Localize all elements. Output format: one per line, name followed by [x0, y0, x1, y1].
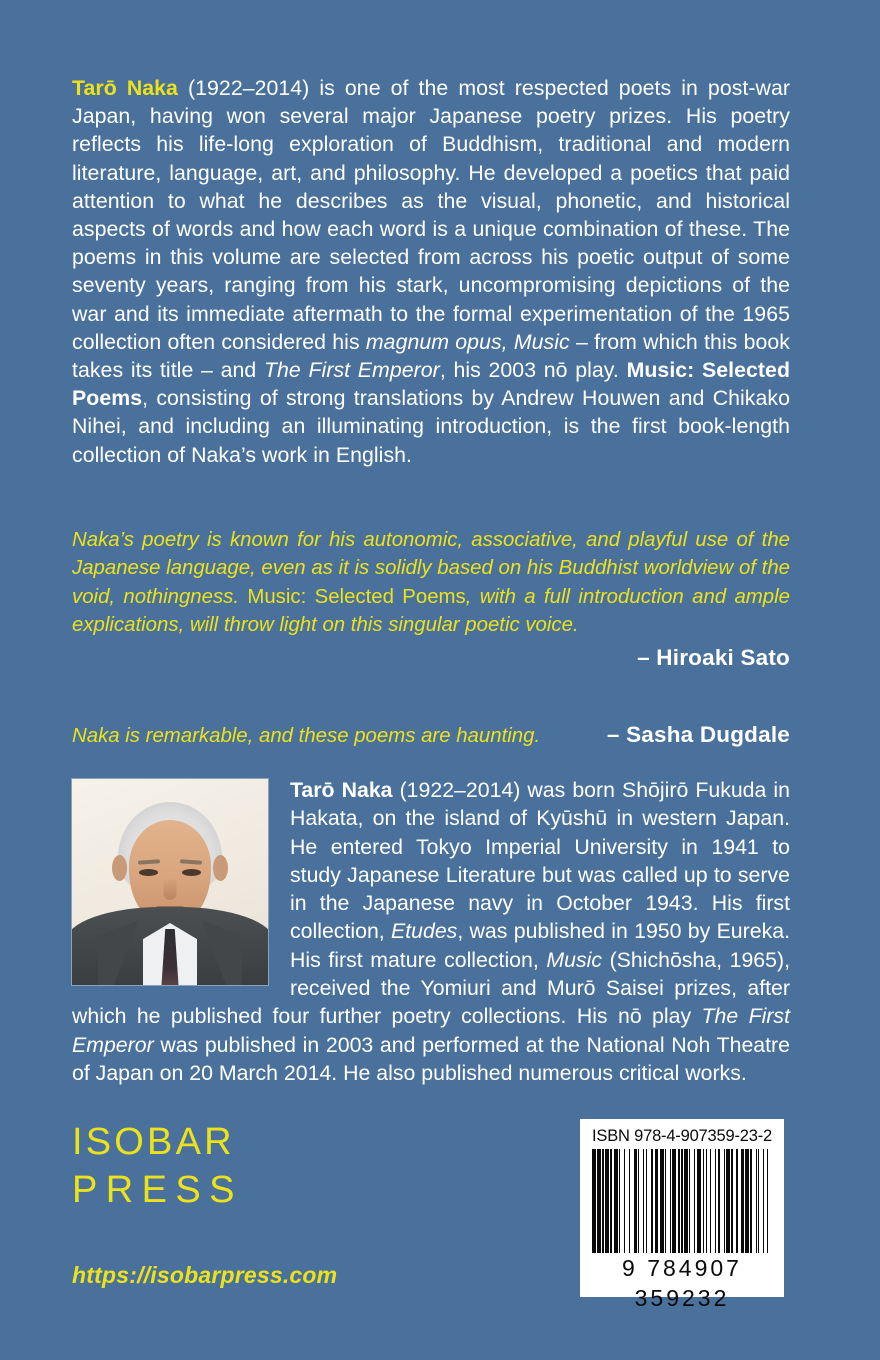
main-blurb-text-4: , consisting of strong translations by Andrew Houwen and Chikako Nihei, and including an illuminating introduction, is the first book-length collection of Naka’s work in English. [72, 386, 790, 467]
author-portrait-photo [72, 779, 268, 985]
isbn-barcode [580, 1119, 784, 1311]
barcode-bars [592, 1149, 772, 1253]
bio-italic-2: Music [546, 947, 602, 972]
publisher-logo-line-2: PRESS [72, 1169, 243, 1211]
main-blurb-paragraph [72, 74, 790, 469]
bio-author-name: Tarō Naka [290, 778, 393, 802]
main-blurb-italic-1: magnum opus, Music [365, 329, 570, 354]
main-blurb-book-title: Music: Selected Poems [72, 358, 791, 411]
endorsement-2-text: Naka is remarkable, and these poems are haunting. [72, 725, 541, 747]
endorsement-2-attribution: – Sasha Dugdale [606, 722, 790, 747]
portrait-eye-right [182, 869, 201, 876]
main-blurb-text-2: – from which this book takes its title – and [72, 329, 790, 383]
endorsement-quote-sasha-dugdale [72, 722, 790, 749]
portrait-nose [164, 878, 177, 900]
portrait-eye-left [139, 869, 158, 876]
publisher-logo [72, 1118, 243, 1214]
publisher-logo-line-1: ISOBAR [72, 1121, 235, 1163]
endorsement-quote-hiroaki-sato [72, 526, 790, 672]
author-biography-paragraph [72, 776, 790, 1087]
barcode-ean-digits: 9 784907 359232 [622, 1255, 742, 1311]
portrait-eyebrow-right [180, 859, 202, 865]
portrait-eyebrow-left [138, 859, 160, 865]
publisher-website-url[interactable]: https://isobarpress.com [72, 1262, 338, 1288]
endorsement-1-attribution: – Hiroaki Sato [637, 644, 790, 670]
bio-italic-1: Etudes [391, 919, 458, 944]
main-blurb-text-1: (1922–2014) is one of the most respected poets in post-war Japan, having won several major Japanese poetry prizes. His poetry reflects his life-long exploration of Buddhism, traditional and modern literature, language, art, and philosophy. He developed a poetics that paid attention to what he describes as the visual, phonetic, and historical aspects of words and how each word is a unique combination of these. The poems in this volume are selected from across his poetic output of some seventy years, ranging from his stark, uncompromising depictions of the war and its immediate aftermath to the formal experimentation of the 1965 collection often considered his [72, 76, 790, 354]
endorsement-1-book-title: Music: Selected Poems [247, 585, 466, 608]
isbn-label: ISBN 978-4-907359-23-2 [592, 1127, 772, 1145]
bio-italic-3: The First Emperor [72, 1004, 790, 1057]
bio-text-2: , was published in 1950 by Eureka. His first mature collection, [290, 919, 790, 972]
author-name-highlight: Tarō Naka [72, 76, 178, 100]
bio-text-4: was published in 2003 and performed at the National Noh Theatre of Japan on 20 March 2014. He also published numerous critical works. [72, 1032, 790, 1085]
endorsement-1-text-1: Naka’s poetry is known for his autonomic, associative, and playful use of the Japanese language, even as it is solidly based on his Buddhist worldview of the void, nothingness. [72, 529, 790, 608]
main-blurb-text-3: , his 2003 nō play. [439, 358, 627, 383]
bio-text-1: (1922–2014) was born Shōjirō Fukuda in Hakata, on the island of Kyūshū in western Japan. He entered Tokyo Imperial University in 1941 to study Japanese Literature but was called up to serve in the Japanese navy in October 1943. His first collection, [290, 778, 790, 944]
endorsement-1-text-2: , with a full introduction and ample explications, will throw light on this singular poetic voice. [72, 585, 790, 637]
main-blurb-italic-2: The First Emperor [263, 358, 440, 383]
bio-text-3: (Shichōsha, 1965), received the Yomiuri and Murō Saisei prizes, after which he published four further poetry collections. His nō play [72, 947, 791, 1029]
barcode-bar [768, 1149, 772, 1253]
